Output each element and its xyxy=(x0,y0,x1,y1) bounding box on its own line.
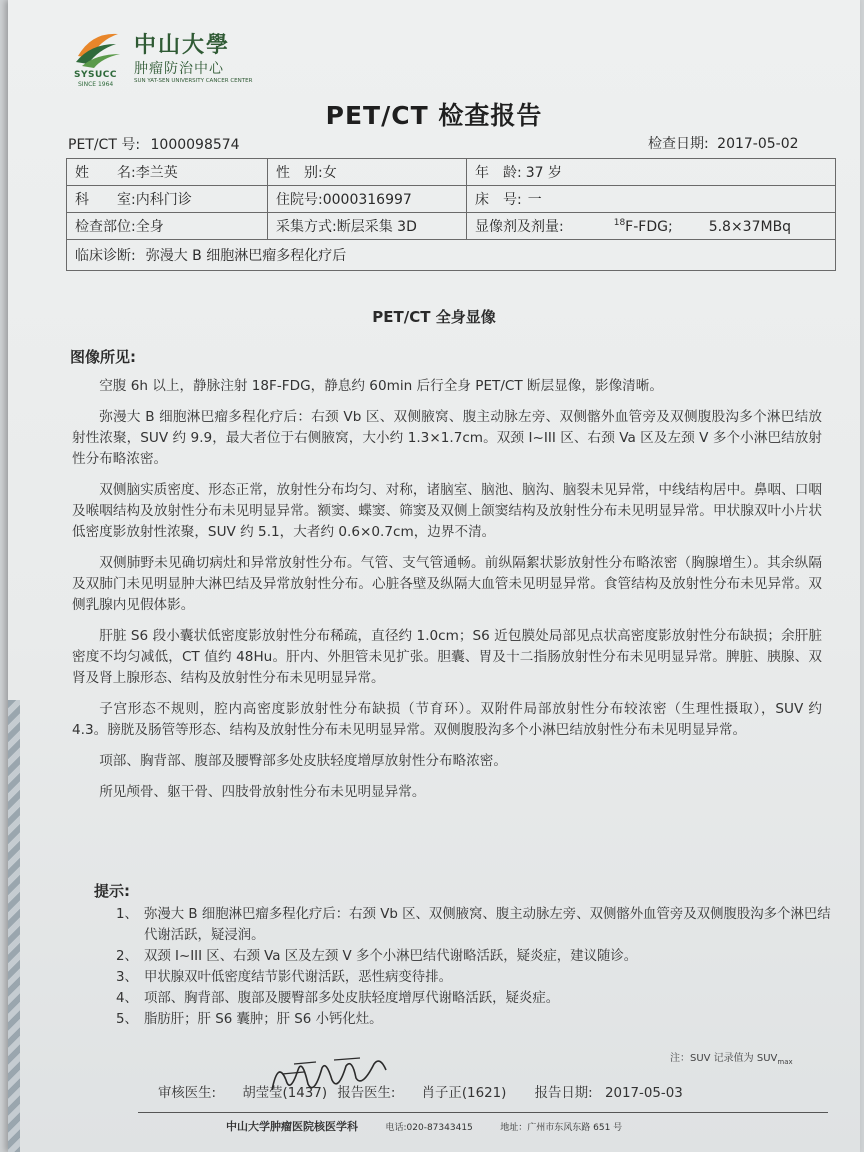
tracer-dose: 5.8×37MBq xyxy=(708,219,792,235)
list-item xyxy=(104,967,834,988)
table-row xyxy=(67,186,836,213)
admission-cell xyxy=(268,186,467,213)
site-label: 检查部位: xyxy=(75,219,136,235)
reviewer-name: 胡莹莹(1437) xyxy=(242,1086,328,1101)
dept-cell xyxy=(67,186,268,213)
findings-heading: 图像所见: xyxy=(70,348,136,366)
bed-cell xyxy=(467,186,836,213)
hint-number: 1、 xyxy=(116,907,138,922)
section-title: PET/CT 全身显像 xyxy=(372,308,496,326)
tracer-cell xyxy=(467,213,836,240)
hints-heading: 提示: xyxy=(94,882,130,900)
findings-body xyxy=(72,376,822,813)
hospital-logo xyxy=(72,26,272,90)
admission-number: 0000316997 xyxy=(322,192,412,208)
age-label: 年 龄: xyxy=(475,165,522,181)
table-row xyxy=(67,159,836,186)
exam-date xyxy=(648,133,799,153)
patient-name: 李兰英 xyxy=(135,165,178,181)
age-cell xyxy=(467,159,836,186)
hint-text: 弥漫大 B 细胞淋巴瘤多程化疗后：右颈 Vb 区、双侧腋窝、腹主动脉左旁、双侧髂外血管旁及双侧腹股沟多个淋巴结代谢活跃，疑浸润。 xyxy=(144,907,831,943)
patient-info-table xyxy=(66,158,836,271)
hospital-name-en: SUN YAT-SEN UNIVERSITY CANCER CENTER xyxy=(134,78,253,84)
tracer-name: F-FDG; xyxy=(625,219,673,235)
hint-number: 5、 xyxy=(116,1012,138,1027)
footer-divider xyxy=(138,1112,828,1113)
table-row xyxy=(67,240,836,271)
report-date: 2017-05-03 xyxy=(604,1086,683,1101)
tracer-isotope-mass: 18 xyxy=(613,218,626,229)
tracer-label: 显像剂及剂量: xyxy=(475,219,564,235)
findings-paragraph: 子宫形态不规则，腔内高密度影放射性分布缺损（节育环）。双附件局部放射性分布较浓密（生理性摄取），SUV 约 4.3。膀胱及肠管等形态、结构及放射性分布未见明显异常。双侧腹股沟多个小淋巴结放射性分布未见明显异常。 xyxy=(72,701,822,738)
hints-list xyxy=(104,904,834,1030)
list-item xyxy=(104,988,834,1009)
bed-number: 一 xyxy=(527,192,542,208)
petct-number-label: PET/CT 号: xyxy=(68,137,141,153)
logo-since: SINCE 1964 xyxy=(78,81,114,88)
report-date-label: 报告日期: xyxy=(534,1086,593,1101)
findings-paragraph: 肝脏 S6 段小囊状低密度影放射性分布稀疏，直径约 1.0cm；S6 近包膜处局部见点状高密度影放射性分布缺损；余肝脏密度不均匀减低，CT 值约 48Hu。肝内、外胆管未见扩张。胆囊、胃及十二指肠放射性分布未见明显异常。脾脏、胰腺、双肾及肾上腺形态、结构及放射性分布未见明显异常。 xyxy=(72,628,822,686)
sex-label: 性 别: xyxy=(276,165,323,181)
signature-row xyxy=(158,1082,683,1101)
footer xyxy=(226,1118,622,1134)
exam-site: 全身 xyxy=(135,219,164,235)
hint-number: 4、 xyxy=(116,991,138,1006)
reviewer-label: 审核医生: xyxy=(158,1086,217,1101)
patient-age: 37 岁 xyxy=(525,165,562,181)
suv-note xyxy=(670,1049,793,1066)
patient-dept: 内科门诊 xyxy=(135,192,192,208)
footer-phone: 电话:020-87343415 xyxy=(385,1123,473,1133)
patient-sex: 女 xyxy=(322,165,337,181)
method-label: 采集方式: xyxy=(276,219,337,235)
reporter-name: 肖子正(1621) xyxy=(421,1086,507,1101)
hospital-name-cn: 中山大學 xyxy=(134,32,231,58)
findings-paragraph: 弥漫大 B 细胞淋巴瘤多程化疗后：右颈 Vb 区、双侧腋窝、腹主动脉左旁、双侧髂外血管旁及双侧腹股沟多个淋巴结放射性浓聚，SUV 约 9.9，最大者位于右侧腋窝，大小约 1.3×1.7cm。双颈 I~III 区、右颈 Va 区及左颈 V 多个小淋巴结放射性分布略浓密。 xyxy=(72,409,822,467)
dept-label: 科 室: xyxy=(75,192,136,208)
suv-note-text: 注：SUV 记录值为 SUV xyxy=(670,1053,778,1064)
hint-text: 双颈 I~III 区、右颈 Va 区及左颈 V 多个小淋巴结代谢略活跃，疑炎症，建议随诊。 xyxy=(144,949,638,964)
findings-paragraph: 双侧脑实质密度、形态正常，放射性分布均匀、对称，诸脑室、脑池、脑沟、脑裂未见异常，中线结构居中。鼻咽、口咽及喉咽结构及放射性分布未见明显异常。额窦、蝶窦、筛窦及双侧上颌窦结构及放射性分布未见明显异常。甲状腺双叶小片状低密度影放射性浓聚，SUV 约 5.1，大者约 0.6×0.7cm，边界不清。 xyxy=(72,482,822,540)
center-name-cn: 肿瘤防治中心 xyxy=(134,61,224,77)
reporter-label: 报告医生: xyxy=(337,1086,396,1101)
hint-text: 项部、胸背部、腹部及腰臀部多处皮肤轻度增厚代谢略活跃，疑炎症。 xyxy=(144,991,560,1006)
findings-paragraph: 双侧肺野未见确切病灶和异常放射性分布。气管、支气管通畅。前纵隔絮状影放射性分布略浓密（胸腺增生）。其余纵隔及双肺门未见明显肿大淋巴结及异常放射性分布。心脏各壁及纵隔大血管未见明显异常。食管结构及放射性分布未见异常。双侧乳腺内见假体影。 xyxy=(72,555,822,613)
hint-text: 脂肪肝；肝 S6 囊肿；肝 S6 小钙化灶。 xyxy=(144,1012,383,1027)
site-cell xyxy=(67,213,268,240)
petct-number-value: 1000098574 xyxy=(150,137,240,153)
name-label: 姓 名: xyxy=(75,165,136,181)
petct-number xyxy=(68,134,240,154)
report-title: PET/CT 检查报告 xyxy=(325,101,543,130)
page-edge-strip xyxy=(8,700,20,1152)
list-item xyxy=(104,1009,834,1030)
report-sheet xyxy=(8,0,860,1152)
exam-date-label: 检查日期: xyxy=(648,136,709,152)
list-item xyxy=(104,904,834,946)
clinical-diagnosis: 弥漫大 B 细胞淋巴瘤多程化疗后 xyxy=(145,248,347,264)
findings-paragraph: 空腹 6h 以上，静脉注射 18F-FDG，静息约 60min 后行全身 PET/CT 断层显像，影像清晰。 xyxy=(99,378,663,394)
footer-address: 地址：广州市东风东路 651 号 xyxy=(500,1123,623,1133)
logo-abbr: SYSUCC xyxy=(74,70,117,80)
diagnosis-cell xyxy=(67,240,836,271)
footer-dept: 中山大学肿瘤医院核医学科 xyxy=(226,1120,358,1133)
name-cell xyxy=(67,159,268,186)
hint-number: 3、 xyxy=(116,970,138,985)
bed-label: 床 号: xyxy=(475,192,522,208)
sex-cell xyxy=(268,159,467,186)
findings-paragraph: 项部、胸背部、腹部及腰臀部多处皮肤轻度增厚放射性分布略浓密。 xyxy=(99,753,507,769)
logo-mark-icon xyxy=(72,26,124,70)
diagnosis-label: 临床诊断: xyxy=(75,248,136,264)
method-cell xyxy=(268,213,467,240)
hint-number: 2、 xyxy=(116,949,138,964)
acquisition-method: 断层采集 3D xyxy=(336,219,417,235)
admission-label: 住院号: xyxy=(276,192,323,208)
findings-paragraph: 所见颅骨、躯干骨、四肢骨放射性分布未见明显异常。 xyxy=(99,784,426,800)
exam-date-value: 2017-05-02 xyxy=(717,136,799,152)
list-item xyxy=(104,946,834,967)
table-row xyxy=(67,213,836,240)
hint-text: 甲状腺双叶低密度结节影代谢活跃，恶性病变待排。 xyxy=(144,970,452,985)
suv-note-subscript: max xyxy=(777,1058,793,1066)
